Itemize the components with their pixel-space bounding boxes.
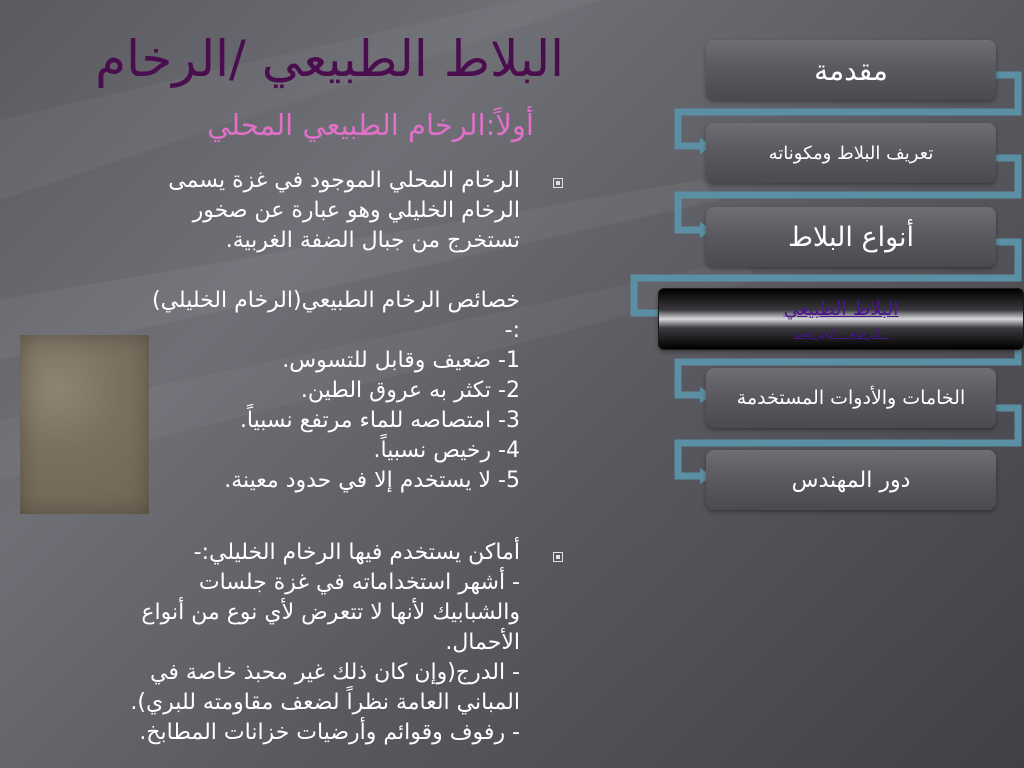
text-line [40,256,520,286]
nav-item-label: أنواع البلاط [787,221,915,253]
text-line: أماكن يستخدم فيها الرخام الخليلي:- [193,540,520,565]
text-line: - الدرج(وإن كان ذلك غير محبذ خاصة في [149,660,520,685]
marble-sample-image [20,335,149,514]
text-line: الأحمال. [445,630,520,655]
text-line: الرخام الخليلي وهو عبارة عن صخور [192,198,520,223]
text-line: الرخام المحلي الموجود في غزة يسمى [168,168,520,193]
text-line: 1- ضعيف وقابل للتسوس. [282,348,520,373]
nav-item-introduction[interactable] [706,40,996,100]
bullet-2-text [20,538,520,748]
text-line: خصائص الرخام الطبيعي(الرخام الخليلي) [151,288,520,313]
nav-item-engineer-role[interactable] [706,450,996,510]
text-line: :- [504,318,520,343]
bullet-icon [553,178,563,188]
text-line: - رفوف وقوائم وأرضيات خزانات المطابخ. [139,720,520,745]
nav-item-label: الخامات والأدوات المستخدمة [736,387,966,409]
nav-item-label: مقدمة [814,53,888,87]
nav-item-natural-tiles[interactable] [658,288,1024,350]
nav-item-label[interactable]: البلاط الطبيعي [783,298,899,320]
nav-item-tile-definition[interactable] [706,123,996,183]
bullet-icon [553,552,563,562]
text-line: تستخرج من جبال الضفة الغربية. [225,228,520,253]
nav-item-tile-types[interactable] [706,207,996,267]
text-line: المباني العامة نظراً لضعف مقاومته للبري). [130,690,520,715]
text-line: 5- لا يستخدم إلا في حدود معينة. [224,468,520,493]
menu-connectors [620,30,1024,510]
page-title: البلاط الطبيعي /الرخام [95,30,564,88]
nav-item-materials-tools[interactable] [706,368,996,428]
nav-sub-items[interactable]: - الرخام - الجرانيت [793,326,889,340]
text-line: والشبابيك لأنها لا تتعرض لأي نوع من أنواع [141,600,520,625]
text-line: 2- تكثر به عروق الطين. [300,378,520,403]
page-subtitle: أولاً:الرخام الطبيعي المحلي [207,108,534,142]
nav-item-label: دور المهندس [791,467,911,493]
nav-item-label: تعريف البلاط ومكوناته [768,142,934,164]
text-line: - أشهر استخداماته في غزة جلسات [198,570,520,595]
text-line: 3- امتصاصه للماء مرتفع نسبياً. [239,408,520,433]
text-line: 4- رخيص نسبياً. [373,438,520,463]
